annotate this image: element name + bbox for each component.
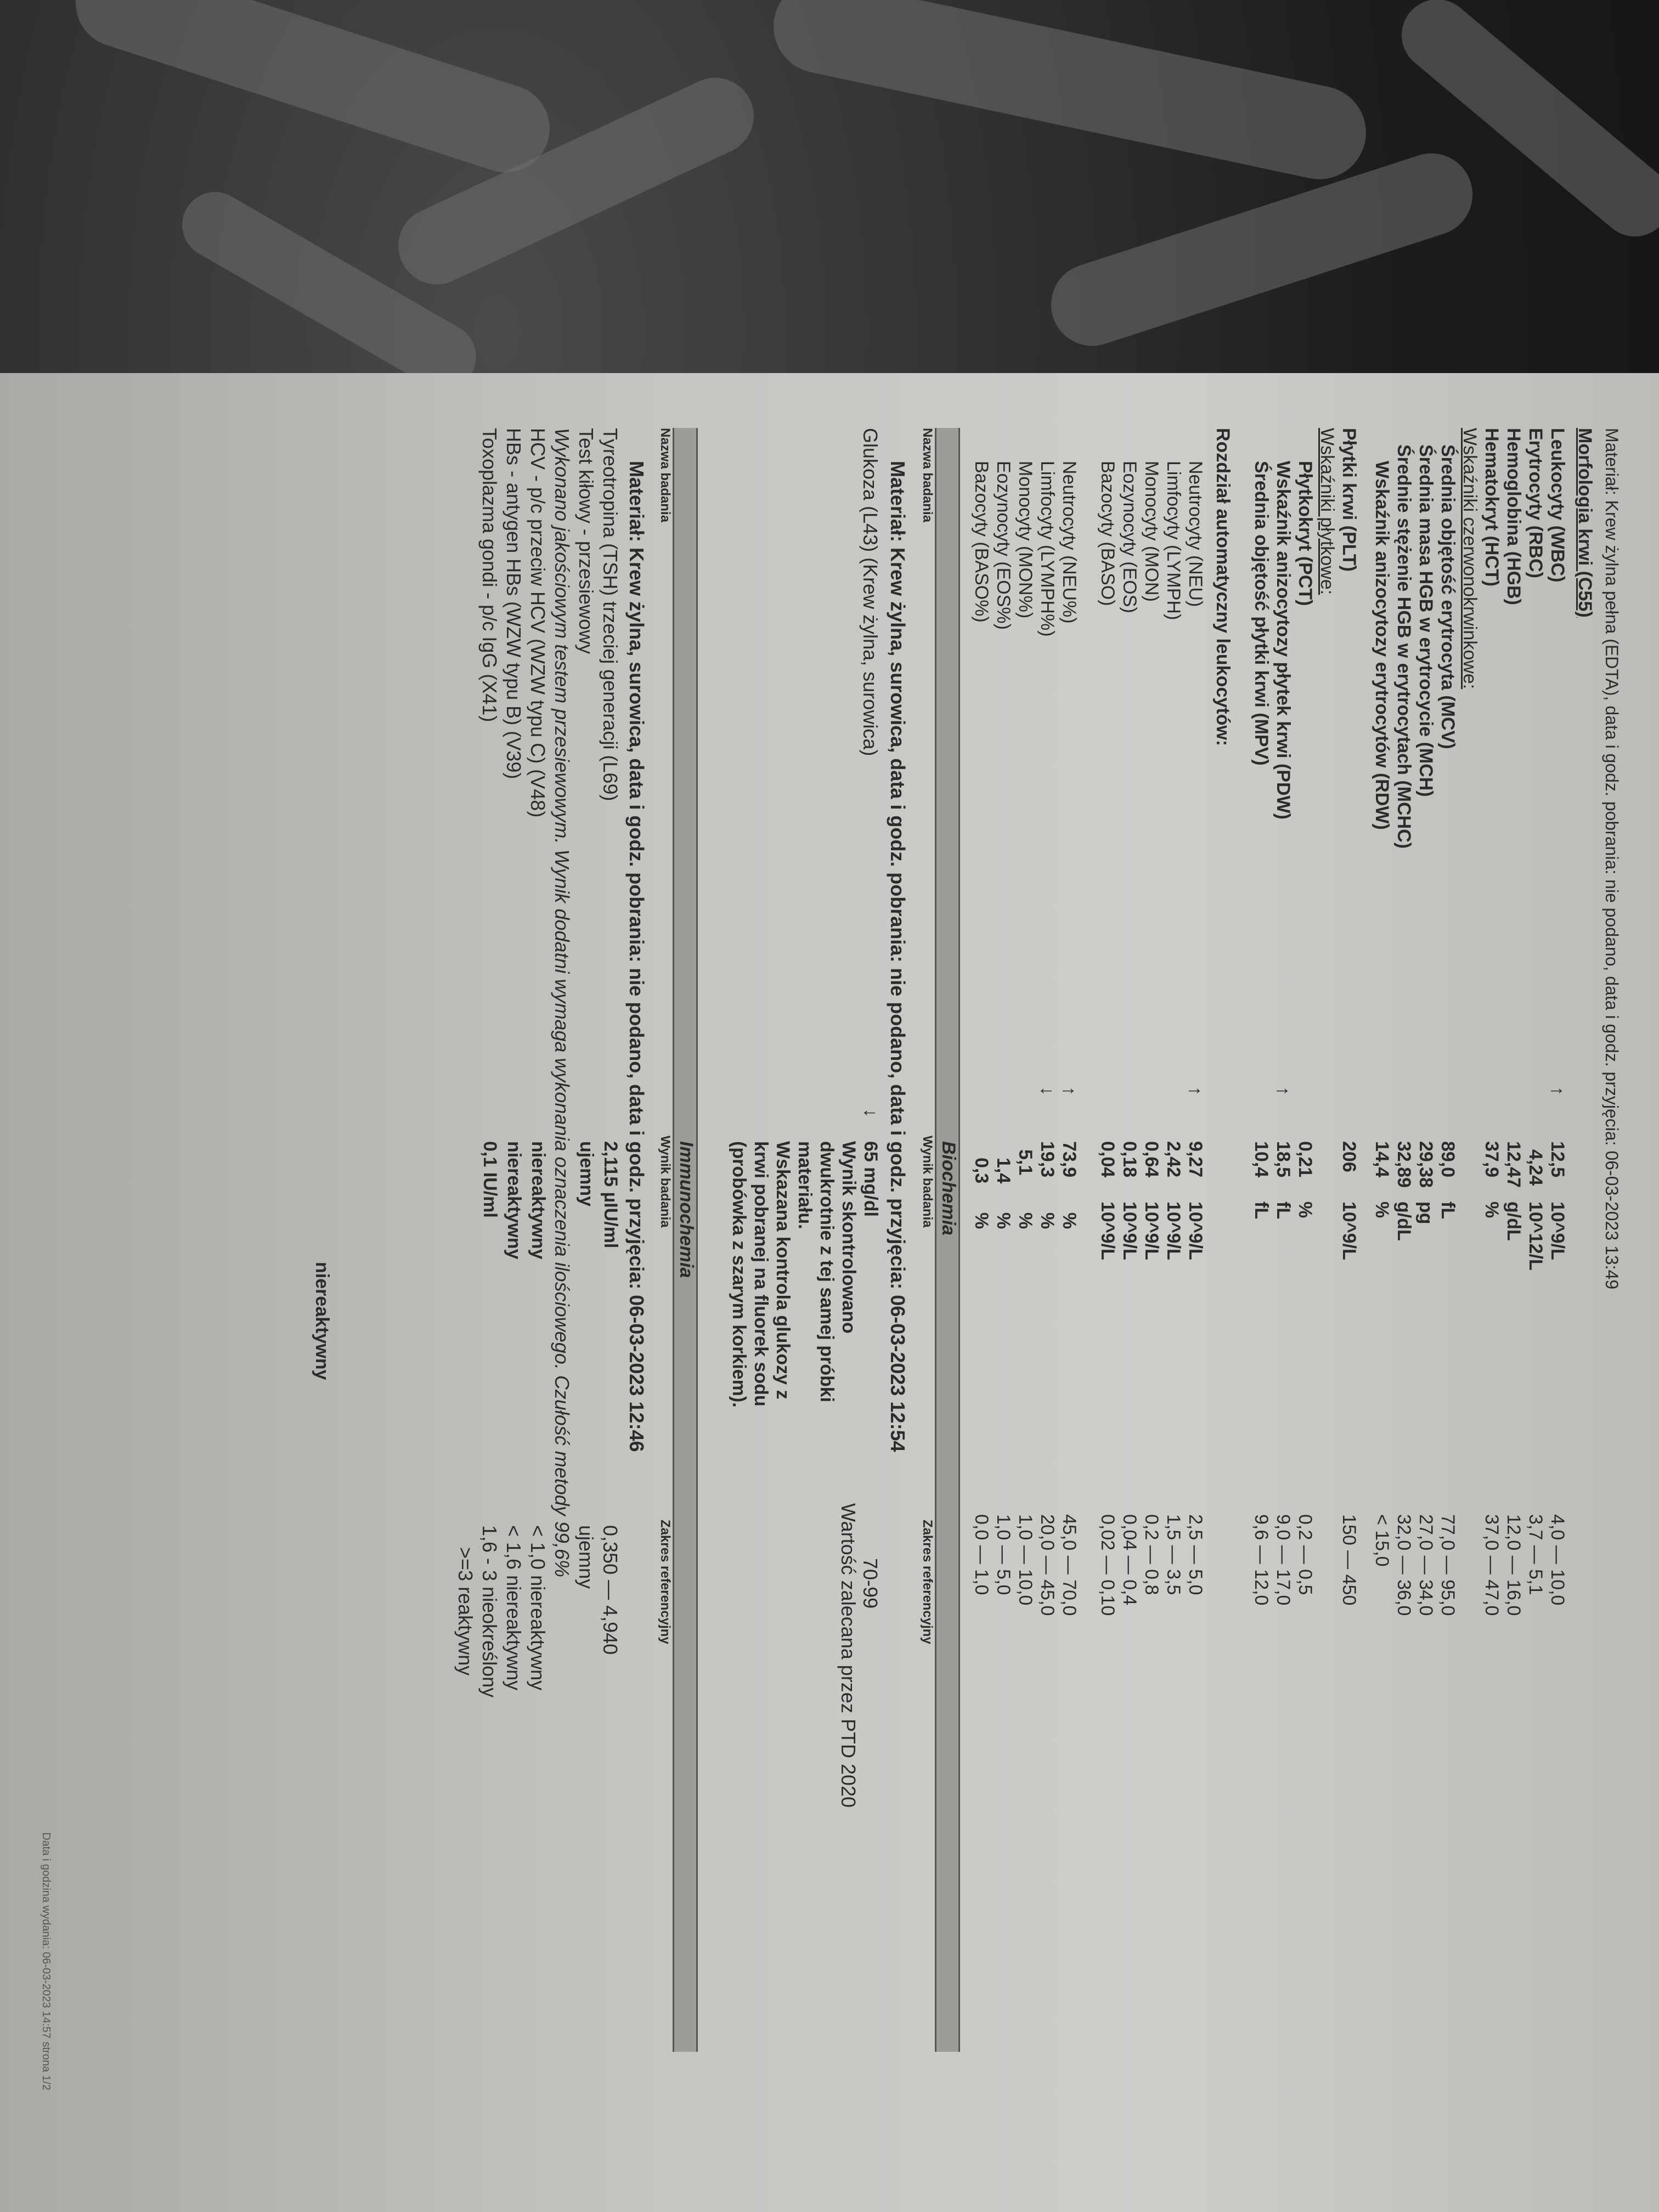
row-name: Średnie stężenie HGB w erytrocytach (MCHC) [1393, 444, 1414, 849]
row-name: HBs - antygen HBs (WZW typu B) (V39) [503, 428, 525, 780]
row-unit: 10^9/L [1339, 1201, 1359, 1260]
row-name: Neutrocyty (NEU) [1185, 461, 1206, 607]
row-unit: % [1037, 1212, 1058, 1229]
row-ref: 0,350 — 4,940 [599, 1525, 622, 1655]
row-name: Eozynocyty (EOS) [1119, 461, 1140, 613]
row-ref: 0,2 — 0,8 [1141, 1514, 1162, 1595]
col-header-ref: Zakres referencyjny [658, 1520, 673, 1644]
row-ref: 9,6 — 12,0 [1251, 1514, 1272, 1606]
row-name: Neutrocyty (NEU%) [1059, 461, 1080, 624]
row-unit: 10^9/L [1119, 1201, 1140, 1260]
row-value: 1,4 [993, 1158, 1014, 1184]
row-value: 12,47 [1503, 1141, 1524, 1188]
flag-arrow: ↓ [860, 1108, 881, 1118]
row-unit: % [1481, 1201, 1502, 1218]
note-line: (probówka z szarym korkiem). [729, 1141, 749, 1408]
row-ref-extra: >=3 reaktywny [454, 1547, 477, 1676]
row-ref: 20,0 — 45,0 [1037, 1514, 1058, 1616]
row-name: Średnia masa HGB w erytrocycie (MCH) [1415, 444, 1436, 797]
col-header-name: Nazwa badania [658, 428, 673, 523]
row-value: 0,1 IU/ml [479, 1141, 500, 1218]
footer-text: Data i godzina wydania: 06-03-2023 14:57 strona 1/2 [40, 1832, 52, 2091]
row-unit: 10^9/L [1547, 1201, 1568, 1260]
row-value: 73,9 [1059, 1141, 1080, 1178]
material-text: Materiał: Krew żylna, surowica, data i godz. pobrania: nie podano, data i godz. przyjęcia: 06-03-2023 12:54 [887, 461, 909, 1452]
subsection-title: Wskaźniki czerwonokrwinkowe: [1459, 428, 1480, 690]
row-value-extra: niereaktywny [312, 1262, 332, 1380]
row-name: Eozynocyty (EOS%) [993, 461, 1014, 630]
row-ref: 45,0 — 70,0 [1059, 1514, 1080, 1616]
row-unit: fL [1273, 1201, 1294, 1220]
flag-arrow: ↑ [1273, 1086, 1294, 1096]
section-title-biochemia: Biochemia [938, 1141, 959, 1235]
row-ref: < 1,0 niereaktywny [527, 1525, 549, 1691]
row-unit: % [1059, 1212, 1080, 1229]
row-value: 18,5 [1273, 1141, 1294, 1178]
row-unit: g/dL [1393, 1201, 1414, 1241]
row-value: 4,24 [1525, 1149, 1546, 1186]
row-ref: 0,0 — 1,0 [971, 1514, 992, 1595]
row-ref: 0,04 — 0,4 [1119, 1514, 1140, 1606]
row-name: Hematokryt (HCT) [1481, 428, 1502, 587]
flag-arrow: ↑ [1059, 1086, 1080, 1096]
row-ref: 37,0 — 47,0 [1481, 1514, 1502, 1616]
row-ref: 0,02 — 0,10 [1097, 1514, 1118, 1616]
row-value: niereaktywny [504, 1141, 524, 1260]
row-name: Tyreotropina (TSH) trzeciej generacji (L69) [599, 428, 622, 802]
row-ref: < 1,6 niereaktywny [503, 1525, 525, 1691]
note-line: krwi pobranej na fluorek sodu [751, 1141, 771, 1407]
flag-arrow: ↑ [1547, 1086, 1568, 1096]
row-ref: 1,5 — 3,5 [1163, 1514, 1184, 1595]
row-value: 0,64 [1141, 1141, 1162, 1178]
row-ref: 3,7 — 5,1 [1525, 1514, 1546, 1595]
row-name: Toxoplazma gondi - p/c IgG (X41) [478, 428, 501, 723]
row-unit: % [971, 1212, 992, 1229]
col-header-result: Wynik badania [658, 1136, 673, 1228]
row-value: 5,1 [1015, 1149, 1036, 1176]
row-value: 0,21 [1295, 1141, 1316, 1178]
row-unit: % [1372, 1201, 1392, 1218]
row-ref: 32,0 — 36,0 [1393, 1514, 1414, 1616]
row-name: Limfocyty (LYMPH%) [1037, 461, 1058, 637]
row-value: 89,0 [1437, 1141, 1458, 1178]
row-ref: 1,0 — 10,0 [1015, 1514, 1036, 1606]
morfologia-title: Morfologia krwi (C55) [1575, 428, 1595, 618]
row-unit: g/dL [1503, 1201, 1524, 1241]
subsection-title: Wskaźniki płytkowe: [1317, 428, 1338, 595]
flag-arrow: ↓ [1037, 1086, 1058, 1096]
col-header-result: Wynik badania [920, 1136, 935, 1228]
material-line [888, 461, 907, 1452]
row-ref: 150 — 450 [1339, 1514, 1359, 1606]
row-ref: 2,5 — 5,0 [1185, 1514, 1206, 1595]
row-name: Wskaźnik anizocytozy płytek krwi (PDW) [1273, 461, 1294, 820]
row-value: 12,5 [1547, 1141, 1568, 1178]
row-unit: pg [1415, 1201, 1436, 1224]
row-name: Erytrocyty (RBC) [1525, 428, 1546, 578]
row-unit: 10^12/L [1525, 1201, 1546, 1271]
row-unit: % [993, 1212, 1014, 1229]
row-value: niereaktywny [528, 1141, 549, 1260]
flag-arrow: ↑ [1185, 1086, 1206, 1096]
row-ref: 4,0 — 10,0 [1547, 1514, 1568, 1606]
row-name: HCV - p/c przeciw HCV (WZW typu C) (V48) [527, 428, 549, 818]
row-ref: 77,0 — 95,0 [1437, 1514, 1458, 1616]
note-line: dwukrotnie z tej samej próbki [816, 1141, 837, 1403]
row-name: Leukocyty (WBC) [1547, 428, 1568, 583]
row-name: Średnia objętość płytki krwi (MPV) [1251, 461, 1272, 766]
row-ref: 0,2 — 0,5 [1295, 1514, 1316, 1595]
row-name: Bazocyty (BASO) [1097, 461, 1118, 606]
material-line [627, 461, 646, 1452]
material-header: Materiał: Krew żylna pełna (EDTA), data i godz. pobrania: nie podano, data i godz. przyjęcia: 06-03-2023 13:49 [1602, 428, 1622, 1290]
row-ref: 27,0 — 34,0 [1415, 1514, 1436, 1616]
row-value: 14,4 [1372, 1141, 1392, 1178]
section-bar-biochemia [935, 428, 960, 2052]
note-line: Wskazana kontrola glukozy z [772, 1141, 793, 1400]
row-unit: 10^9/L [1163, 1201, 1184, 1260]
row-unit: fL [1251, 1201, 1272, 1220]
row-value: 10,4 [1251, 1141, 1272, 1178]
row-name: Monocyty (MON) [1141, 461, 1162, 602]
row-unit: fL [1437, 1201, 1458, 1220]
row-ref: 1,0 — 5,0 [993, 1514, 1014, 1595]
row-value: 29,38 [1415, 1141, 1436, 1188]
row-name: Wskaźnik anizocytozy erytrocytów (RDW) [1372, 461, 1392, 830]
lab-report [35, 428, 1659, 2183]
row-name: Glukoza (L43) (Krew żylna, surowica) [859, 428, 882, 757]
row-name: Test kiłowy - przesiewowy [575, 428, 597, 654]
row-value: 0,04 [1097, 1141, 1118, 1178]
row-value: 206 [1339, 1141, 1359, 1172]
row-unit: 10^9/L [1185, 1201, 1206, 1260]
row-name: Płytki krwi (PLT) [1339, 428, 1359, 572]
col-header-ref: Zakres referencyjny [920, 1520, 935, 1644]
section-title-immunochemia: Immunochemia [676, 1141, 697, 1278]
method-note: Wykonano jakościowym testem przesiewowym. Wynik dodatni wymaga wykonania oznaczenia ilościowego. Czułość metody 99,6% [551, 428, 573, 1577]
row-value: 9,27 [1185, 1141, 1206, 1178]
row-unit: 10^9/L [1097, 1201, 1118, 1260]
row-value: 0,18 [1119, 1141, 1140, 1178]
row-ref: 70-99 [859, 1558, 882, 1609]
row-value: 37,9 [1481, 1141, 1502, 1178]
row-value: 2,115 µIU/ml [600, 1141, 621, 1249]
row-ref: ujemny [575, 1525, 597, 1589]
row-name: Hemoglobina (HGB) [1503, 428, 1524, 605]
row-name: Średnia objętość erytrocyta (MCV) [1437, 444, 1458, 749]
note-line: Wynik skontrolowano [838, 1141, 859, 1334]
row-name: Bazocyty (BASO%) [971, 461, 992, 623]
col-header-name: Nazwa badania [920, 428, 935, 523]
row-name: Limfocyty (LYMPH) [1163, 461, 1184, 620]
row-value: 32,89 [1393, 1141, 1414, 1188]
row-ref: 12,0 — 16,0 [1503, 1514, 1524, 1616]
row-value: 19,3 [1037, 1141, 1058, 1178]
row-ref: < 15,0 [1372, 1514, 1392, 1567]
subsection-title: Rozdział automatyczny leukocytów: [1212, 428, 1233, 746]
note-line: materiału. [794, 1141, 815, 1229]
row-value: 65 mg/dl [860, 1141, 881, 1217]
material-text: Materiał: Krew żylna, surowica, data i godz. pobrania: nie podano, data i godz. przyjęcia: 06-03-2023 12:46 [625, 461, 648, 1452]
row-unit: % [1295, 1201, 1316, 1218]
row-value: 2,42 [1163, 1141, 1184, 1178]
row-value: 0,3 [971, 1158, 992, 1184]
row-unit: % [1015, 1212, 1036, 1229]
row-name: Monocyty (MON%) [1015, 461, 1036, 619]
row-value: ujemny [576, 1141, 597, 1207]
row-ref: 9,0 — 17,0 [1273, 1514, 1294, 1606]
row-ref-note: Wartość zalecana przez PTD 2020 [837, 1503, 860, 1808]
row-name: Płytkokryt (PCT) [1295, 461, 1316, 606]
row-ref: 1,6 - 3 nieokreślony [478, 1525, 501, 1698]
row-unit: 10^9/L [1141, 1201, 1162, 1260]
